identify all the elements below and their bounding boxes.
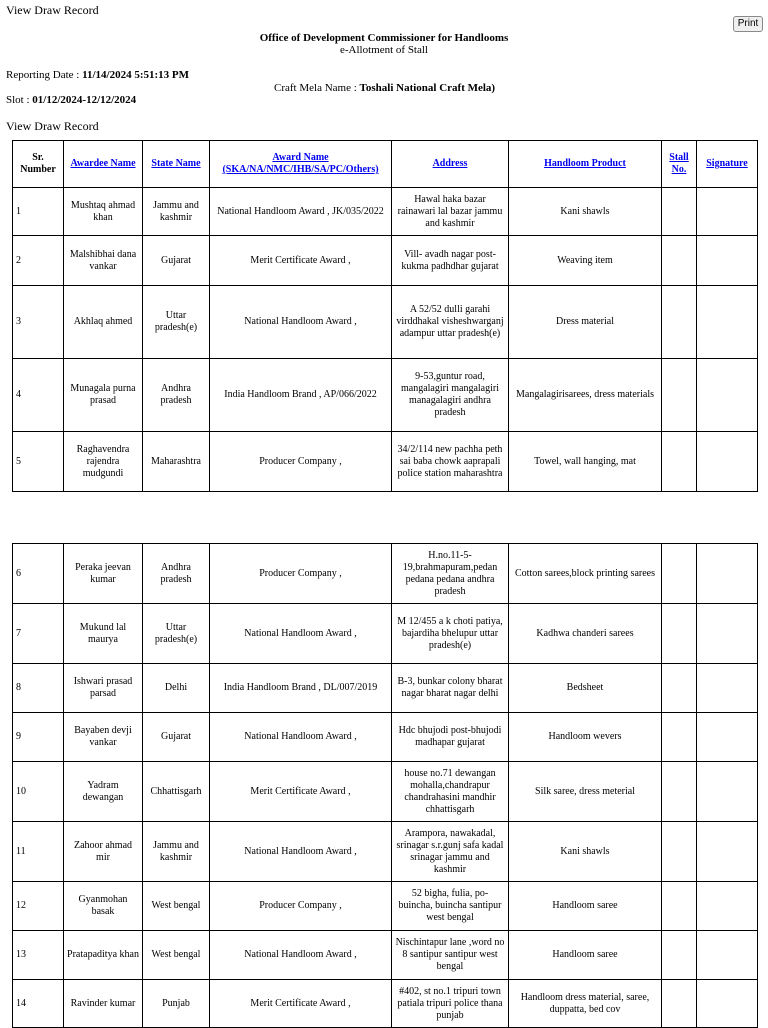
draw-record-table-continued — [12, 543, 758, 1028]
cell-state: Uttar pradesh(e) — [143, 286, 210, 359]
cell-award: Producer Company , — [210, 544, 392, 604]
cell-product: Cotton sarees,block printing sarees — [509, 544, 662, 604]
cell-state: Delhi — [143, 664, 210, 713]
cell-name: Yadram dewangan — [64, 762, 143, 822]
cell-state: Jammu and kashmir — [143, 188, 210, 236]
cell-signature — [697, 664, 758, 713]
cell-state: West bengal — [143, 931, 210, 980]
print-button[interactable]: Print — [733, 16, 763, 32]
cell-state: Gujarat — [143, 713, 210, 762]
reporting-date — [6, 69, 189, 82]
cell-name: Akhlaq ahmed — [64, 286, 143, 359]
cell-signature — [697, 188, 758, 236]
cell-stall — [662, 713, 697, 762]
craft-mela — [274, 82, 495, 95]
cell-award: India Handloom Brand , DL/007/2019 — [210, 664, 392, 713]
cell-address: Hdc bhujodi post-bhujodi madhapar gujarat — [392, 713, 509, 762]
craft-mela-label: Craft Mela Name : — [274, 82, 360, 94]
cell-sr: 13 — [13, 931, 64, 980]
cell-sr: 14 — [13, 980, 64, 1028]
cell-award: National Handloom Award , JK/035/2022 — [210, 188, 392, 236]
table-row — [13, 882, 758, 931]
cell-award: Producer Company , — [210, 882, 392, 931]
cell-address: H.no.11-5-19,brahmapuram,pedan pedana pedana andhra pradesh — [392, 544, 509, 604]
cell-product: Kani shawls — [509, 822, 662, 882]
cell-name: Pratapaditya khan — [64, 931, 143, 980]
table-row — [13, 980, 758, 1028]
reporting-date-value: 11/14/2024 5:51:13 PM — [82, 69, 190, 81]
cell-signature — [697, 980, 758, 1028]
col-signature-link[interactable]: Signature — [706, 158, 748, 169]
cell-award: National Handloom Award , — [210, 822, 392, 882]
cell-product: Towel, wall hanging, mat — [509, 432, 662, 492]
cell-sr: 5 — [13, 432, 64, 492]
cell-product: Handloom dress material, saree, duppatta, bed cov — [509, 980, 662, 1028]
cell-address: #402, st no.1 tripuri town patiala tripuri police thana punjab — [392, 980, 509, 1028]
view-draw-record-link: View Draw Record — [6, 3, 99, 17]
table-row — [13, 359, 758, 432]
cell-product: Kadhwa chanderi sarees — [509, 604, 662, 664]
table-row — [13, 236, 758, 286]
cell-sr: 9 — [13, 713, 64, 762]
col-award-name-link[interactable]: Award Name (SKA/NA/NMC/IHB/SA/PC/Others) — [222, 152, 379, 175]
cell-address: Hawal haka bazar rainawari lal bazar jammu and kashmir — [392, 188, 509, 236]
cell-state: Andhra pradesh — [143, 544, 210, 604]
cell-product: Weaving item — [509, 236, 662, 286]
cell-address: B-3, bunkar colony bharat nagar bharat nagar delhi — [392, 664, 509, 713]
cell-product: Silk saree, dress meterial — [509, 762, 662, 822]
cell-stall — [662, 188, 697, 236]
table-row — [13, 931, 758, 980]
cell-signature — [697, 762, 758, 822]
col-address-link[interactable]: Address — [432, 158, 468, 169]
cell-address: M 12/455 a k choti patiya, bajardiha bhelupur uttar pradesh(e) — [392, 604, 509, 664]
cell-stall — [662, 236, 697, 286]
cell-signature — [697, 544, 758, 604]
col-state-name-link[interactable]: State Name — [151, 158, 201, 169]
col-awardee-name-link[interactable]: Awardee Name — [70, 158, 136, 169]
cell-name: Ravinder kumar — [64, 980, 143, 1028]
cell-address: 34/2/114 new pachha peth sai baba chowk aaprapali police station maharashtra — [392, 432, 509, 492]
table-row — [13, 664, 758, 713]
cell-product: Bedsheet — [509, 664, 662, 713]
cell-signature — [697, 713, 758, 762]
craft-mela-value: Toshali National Craft Mela) — [359, 82, 496, 94]
table-row — [13, 544, 758, 604]
cell-state: Chhattisgarh — [143, 762, 210, 822]
cell-signature — [697, 432, 758, 492]
cell-stall — [662, 286, 697, 359]
cell-name: Gyanmohan basak — [64, 882, 143, 931]
cell-signature — [697, 604, 758, 664]
table-header-row — [13, 141, 758, 188]
table-row — [13, 286, 758, 359]
cell-name: Raghavendra rajendra mudgundi — [64, 432, 143, 492]
cell-stall — [662, 882, 697, 931]
cell-product: Mangalagirisarees, dress materials — [509, 359, 662, 432]
cell-sr: 10 — [13, 762, 64, 822]
cell-award: Merit Certificate Award , — [210, 236, 392, 286]
cell-award: National Handloom Award , — [210, 286, 392, 359]
cell-signature — [697, 931, 758, 980]
cell-stall — [662, 762, 697, 822]
cell-stall — [662, 432, 697, 492]
cell-address: Nischintapur lane ,word no 8 santipur santipur west bengal — [392, 931, 509, 980]
cell-sr: 6 — [13, 544, 64, 604]
cell-address: Arampora, nawakadal, srinagar s.r.gunj safa kadal srinagar jammu and kashmir — [392, 822, 509, 882]
cell-name: Zahoor ahmad mir — [64, 822, 143, 882]
slot-label: Slot : — [6, 94, 33, 106]
cell-product: Kani shawls — [509, 188, 662, 236]
cell-address: 52 bigha, fulia, po-buincha, buincha santipur west bengal — [392, 882, 509, 931]
cell-address: house no.71 dewangan mohalla,chandrapur chandrahasini mandhir chhattisgarh — [392, 762, 509, 822]
cell-stall — [662, 359, 697, 432]
cell-product: Dress material — [509, 286, 662, 359]
cell-signature — [697, 822, 758, 882]
cell-award: Merit Certificate Award , — [210, 980, 392, 1028]
table-row — [13, 188, 758, 236]
reporting-date-label: Reporting Date : — [6, 69, 83, 81]
cell-address: Vill- avadh nagar post-kukma padhdhar gujarat — [392, 236, 509, 286]
cell-award: National Handloom Award , — [210, 713, 392, 762]
cell-sr: 4 — [13, 359, 64, 432]
cell-name: Peraka jeevan kumar — [64, 544, 143, 604]
cell-name: Malshibhai dana vankar — [64, 236, 143, 286]
cell-stall — [662, 822, 697, 882]
cell-sr: 3 — [13, 286, 64, 359]
office-title: Office of Development Commissioner for Handlooms — [259, 32, 509, 44]
table-row — [13, 822, 758, 882]
cell-state: West bengal — [143, 882, 210, 931]
cell-stall — [662, 604, 697, 664]
cell-signature — [697, 286, 758, 359]
cell-signature — [697, 236, 758, 286]
cell-sr: 11 — [13, 822, 64, 882]
cell-award: National Handloom Award , — [210, 604, 392, 664]
cell-award: Producer Company , — [210, 432, 392, 492]
cell-signature — [697, 359, 758, 432]
table-row — [13, 713, 758, 762]
cell-address: 9-53,guntur road, mangalagiri mangalagiri managalagiri andhra pradesh — [392, 359, 509, 432]
cell-sr: 8 — [13, 664, 64, 713]
cell-state: Jammu and kashmir — [143, 822, 210, 882]
cell-sr: 2 — [13, 236, 64, 286]
slot-value: 01/12/2024-12/12/2024 — [32, 94, 137, 106]
cell-name: Ishwari prasad parsad — [64, 664, 143, 713]
cell-stall — [662, 544, 697, 604]
cell-state: Maharashtra — [143, 432, 210, 492]
cell-name: Mushtaq ahmad khan — [64, 188, 143, 236]
cell-address: A 52/52 dulli garahi virddhakal visheshwarganj adampur uttar pradesh(e) — [392, 286, 509, 359]
table-row — [13, 432, 758, 492]
draw-record-table — [12, 140, 758, 492]
cell-state: Gujarat — [143, 236, 210, 286]
col-handloom-product-link[interactable]: Handloom Product — [544, 158, 626, 169]
cell-stall — [662, 931, 697, 980]
cell-state: Punjab — [143, 980, 210, 1028]
cell-award: India Handloom Brand , AP/066/2022 — [210, 359, 392, 432]
table-row — [13, 604, 758, 664]
cell-stall — [662, 664, 697, 713]
cell-sr: 1 — [13, 188, 64, 236]
cell-award: Merit Certificate Award , — [210, 762, 392, 822]
cell-product: Handloom saree — [509, 931, 662, 980]
cell-name: Bayaben devji vankar — [64, 713, 143, 762]
cell-name: Mukund lal maurya — [64, 604, 143, 664]
cell-sr: 7 — [13, 604, 64, 664]
table-row — [13, 762, 758, 822]
cell-state: Andhra pradesh — [143, 359, 210, 432]
col-stall-no-link[interactable]: Stall No. — [669, 152, 689, 175]
cell-state: Uttar pradesh(e) — [143, 604, 210, 664]
cell-product: Handloom wevers — [509, 713, 662, 762]
cell-name: Munagala purna prasad — [64, 359, 143, 432]
cell-sr: 12 — [13, 882, 64, 931]
slot — [6, 94, 136, 107]
page-subtitle: e-Allotment of Stall — [340, 44, 428, 56]
cell-signature — [697, 882, 758, 931]
cell-product: Handloom saree — [509, 882, 662, 931]
cell-stall — [662, 980, 697, 1028]
col-sr-number: Sr. Number — [13, 141, 64, 188]
cell-award: National Handloom Award , — [210, 931, 392, 980]
view-draw-record-heading: View Draw Record — [6, 119, 99, 133]
